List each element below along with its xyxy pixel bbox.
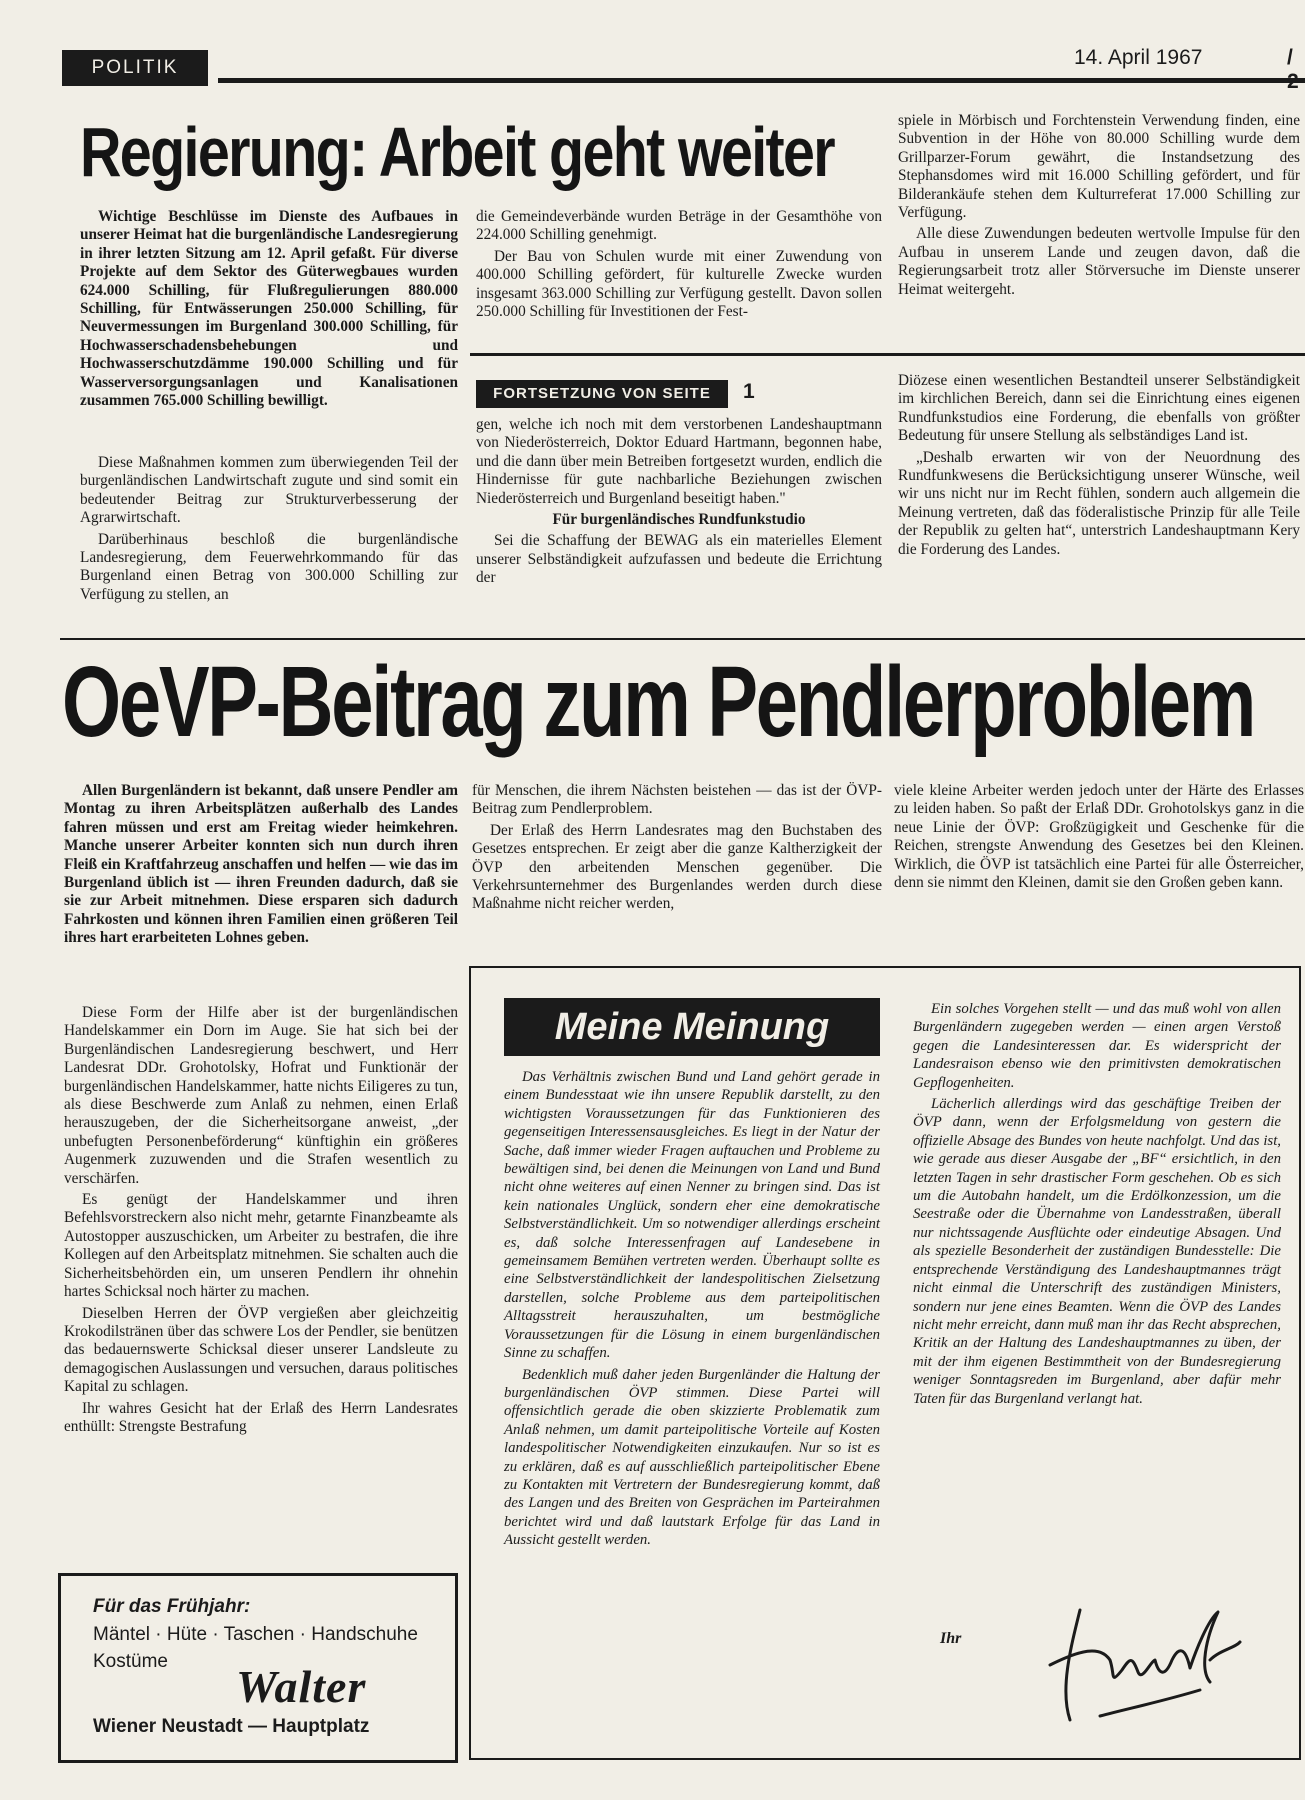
article2-col2 xyxy=(472,782,882,917)
ad-line1: Für das Frühjahr: xyxy=(93,1596,251,1617)
paragraph: Diese Form der Hilfe aber ist der burgenländischen Handelskammer ein Dorn im Auge. Sie hat sich bei der Burgenländischen Landesregierung beschwert, und Herr Landesrat DDr. Grohotolsky, Hofrat und Funktionär der burgenländischen Handelskammer, hatte nichts Eiligeres zu tun, als diese Beschwerde zum Anlaß zu nehmen, einen Erlaß herauszugeben, der die Sicherheitsorgane anweist, „der unbefugten Personenbeförderung“ künftighin ein größeres Augenmerk zuzuwenden und die Strafen wesentlich zu verschärfen. xyxy=(64,1004,458,1187)
section-label: POLITIK xyxy=(62,50,208,86)
article1-headline: Regierung: Arbeit geht weiter xyxy=(80,113,835,191)
paragraph: gen, welche ich noch mit dem verstorbenen Landeshauptmann von Niederösterreich, Doktor Eduard Hartmann, begonnen habe, und die dann über mein Betreiben fortgesetzt wurden, endlich die Hindernisse für gute nachbarliche Beziehungen zwischen Niederösterreich und Burgenland beseitigt haben." xyxy=(476,416,882,507)
paragraph: Dieselben Herren der ÖVP vergießen aber gleichzeitig Krokodilstränen über das schwere Los der Pendler, sie benützen das bedauernswerte Schicksal dieser unserer Landsleute zu demagogischen Auslassungen und versuchen, daraus politisches Kapital zu schlagen. xyxy=(64,1304,458,1396)
article2-col3 xyxy=(894,782,1304,895)
header-rule xyxy=(218,78,1305,83)
paragraph: Der Erlaß des Herrn Landesrates mag den Buchstaben des Gesetzes entsprechen. Er zeigt aber die ganze Kaltherzigkeit der ÖVP den arbeitenden Menschen gegenüber. Die Verkehrsunternehmer des Burgenlandes werden durch diese Maßnahme nicht reicher werden, xyxy=(472,821,882,913)
paragraph: spiele in Mörbisch und Forchtenstein Verwendung finden, eine Subvention in der Höhe von 80.000 Schilling wurde dem Grillparzer-Forum gewährt, die Instandsetzung des Stephansdomes wird mit 16.000 Schilling gefördert, und für Bilderankäufe stehen dem Kulturreferat 17.000 Schilling zur Verfügung. xyxy=(898,112,1300,222)
continuation-col-right xyxy=(898,372,1300,562)
paragraph: für Menschen, die ihrem Nächsten beistehen — das ist der ÖVP-Beitrag zum Pendlerproblem. xyxy=(472,782,882,818)
article2-rule xyxy=(60,638,1305,640)
ad-line4: Wiener Neustadt — Hauptplatz xyxy=(93,1716,370,1737)
continuation-col-mid xyxy=(476,416,882,591)
page-number: / 2 xyxy=(1287,46,1299,93)
article2-lead xyxy=(64,782,458,951)
paragraph: „Deshalb erwarten wir von der Neuordnung des Rundfunkwesens die Berücksichtigung unserer Wünsche, weil wir uns nicht nur im Recht fühlen, sondern auch allgemein die Meinung vertreten, daß das föderalistische Prinzip für alle Teile der Republik zu gelten hat“, unterstrich Landeshauptmann Kery die Forderung des Landes. xyxy=(898,448,1300,558)
ad-brand: Walter xyxy=(236,1661,367,1712)
article1-col2 xyxy=(476,208,882,324)
continuation-subhead: Für burgenländisches Rundfunkstudio xyxy=(552,511,806,529)
continuation-page: 1 xyxy=(743,380,755,403)
opinion-col-left xyxy=(504,1068,880,1553)
ad-line2: Mäntel · Hüte · Taschen · Handschuhe xyxy=(93,1624,418,1645)
article2-col1 xyxy=(64,1004,458,1439)
opinion-sign-off: Ihr xyxy=(940,1630,962,1647)
opinion-title: Meine Meinung xyxy=(504,998,880,1056)
continuation-rule xyxy=(470,353,1305,356)
paragraph: Ihr wahres Gesicht hat der Erlaß des Herrn Landesrates enthüllt: Strengste Bestrafung xyxy=(64,1399,458,1435)
dateline: 14. April 1967 xyxy=(1074,46,1203,69)
paragraph: Lächerlich allerdings wird das geschäftige Treiben der ÖVP dann, wenn der Erfolgsmeldung von gestern die offizielle Absage des Bundes von heute nachfolgt. Und das ist, wie gerade aus dieser Ausgabe der „BF“ ersichtlich, in den letzten Tagen in sehr drastischer Form geschehen. Ob es sich um die Autobahn handelt, um die Erdölkonzession, um die Seestraße oder die Übernahme von Landesstraßen, überall nur nichtssagende Ausflüchte oder eindeutige Absagen. Und als spezielle Besonderheit der zuständigen Bundesstelle: Die entsprechende Verständigung des Landeshauptmannes trägt nicht einmal die Unterschrift des zuständigen Ministers, sondern nur jene eines Beamten. Wenn die ÖVP des Landes nicht mehr erreicht, dann muß man ihr das Recht absprechen, Kritik an der Haltung des Landeshauptmannes zu üben, der mit der ihm eigenen Bestimmtheit von der Bundesregierung weniger Sonntagsreden im Burgenland, aber dafür mehr Taten für das Burgenland verlangt hat. xyxy=(913,1096,1281,1407)
paragraph: Diözese einen wesentlichen Bestandteil unserer Selbständigkeit im kirchlichen Bereich, dann sei die Einrichtung eines eigenen Rundfunkstudios eine Forderung, die ebenfalls von größter Bedeutung für unsere Stellung als selbständiges Land ist. xyxy=(898,372,1300,445)
opinion-col-right xyxy=(913,1000,1281,1411)
paragraph: Darüberhinaus beschloß die burgenländische Landesregierung, dem Feuerwehrkommando für das Burgenland einen Betrag von 300.000 Schilling zur Verfügung zu stellen, an xyxy=(80,530,458,603)
paragraph: Ein solches Vorgehen stellt — und das muß wohl von allen Burgenländern zugegeben werden — einen argen Verstoß gegen die Landesinteressen dar. Es widerspricht der Landesraison ebenso wie den primitivsten demokratischen Gepflogenheiten. xyxy=(913,1001,1281,1091)
article2-lead-text: Allen Burgenländern ist bekannt, daß unsere Pendler am Montag zu ihren Arbeitsplätzen außerhalb des Landes fahren müssen und erst am Freitag wieder heimkehren. Manche unserer Arbeiter konnten sich nun durch ihren Fleiß ein Kraftfahrzeug anschaffen und helfen — wie das im Burgenland üblich ist — ihren Freunden dadurch, daß sie sie zur Arbeit mitnehmen. Diese ersparen sich dadurch Fahrkosten und können ihren Familien einen größeren Teil ihres hart erarbeiteten Lohnes geben. xyxy=(64,782,458,947)
paragraph: die Gemeindeverbände wurden Beträge in der Gesamthöhe von 224.000 Schilling genehmigt. xyxy=(476,208,882,244)
paragraph: Das Verhältnis zwischen Bund und Land gehört gerade in einem Bundesstaat wie ihn unsere Republik darstellt, zu den wichtigsten Voraussetzungen für das Funktionieren des gegenseitigen Interessensausgleiches. Es liegt in der Natur der Sache, daß immer wieder Fragen auftauchen und Probleme zu bewältigen sind, bei denen die Meinungen von Land und Bund nicht ohne weiteres auf einen Nenner zu bringen sind. Das ist kein nationales Unglück, sondern eher eine demokratische Selbstverständlichkeit. Um so notwendiger allerdings erscheint es, daß solche Interessenfragen auf Landesebene in gemeinsamem Bemühen vertreten werden. Überhaupt sollte es eine Selbstverständlichkeit der landespolitischen Zielsetzung darstellen, solche Probleme aus dem parteipolitischen Alltagsstreit herauszuhalten, um bestmögliche Voraussetzungen für die Lösung in einem burgenländischen Sinne zu schaffen. xyxy=(504,1069,880,1362)
paragraph: Diese Maßnahmen kommen zum überwiegenden Teil der burgenländischen Landwirtschaft zugute und sind somit ein bedeutender Beitrag zur Strukturverbesserung der Agrarwirtschaft. xyxy=(80,454,458,527)
paragraph: Es genügt der Handelskammer und ihren Befehlsvorstreckern also nicht mehr, getarnte Finanzbeamte als Autostopper auszuschicken, um Arbeiter zu bestrafen, die ihre Kollegen auf den Arbeitsplatz mitnehmen. Sie schalten auch die Sicherheitsbehörden ein, um unseren Pendlern ihr ohnehin hartes Schicksal noch härter zu machen. xyxy=(64,1191,458,1301)
paragraph: Sei die Schaffung der BEWAG als ein materielles Element unserer Selbständigkeit aufzufassen und bedeute die Errichtung der xyxy=(476,532,882,587)
paragraph: viele kleine Arbeiter werden jedoch unter der Härte des Erlasses zu leiden haben. So paßt der Erlaß DDr. Grohotolskys ganz in die neue Linie der ÖVP: Großzügigkeit und Geschenke für die Reichen, strengste Anwendung des Gesetzes bei den Kleinen. Wirklich, die ÖVP ist tatsächlich eine Partei für alle Österreicher, denn sie nimmt den Kleinen, damit sie den Großen geben kann. xyxy=(894,782,1304,892)
article1-col1 xyxy=(80,454,458,607)
paragraph: Der Bau von Schulen wurde mit einer Zuwendung von 400.000 Schilling gefördert, für kulturelle Zwecke wurden insgesamt 363.000 Schilling zur Verfügung gestellt. Davon sollen 250.000 Schilling für Investitionen der Fest- xyxy=(476,247,882,321)
article1-lead xyxy=(80,208,458,413)
ad-line3: Kostüme xyxy=(93,1651,168,1672)
continuation-label: FORTSETZUNG VON SEITE xyxy=(476,380,728,408)
walter-ad xyxy=(58,1573,458,1763)
article2-headline: OeVP-Beitrag zum Pendlerproblem xyxy=(62,646,1255,758)
paragraph: Bedenklich muß daher jeden Burgenländer die Haltung der burgenländischen ÖVP stimmen. Diese Partei will offensichtlich gerade die oben skizzierte Problematik zum Anlaß nehmen, um damit parteipolitische Vorteile auf Kosten landespolitischer Notwendigkeiten einzukaufen. Nur so ist es zu erklären, daß es auf ausschließlich parteipolitischer Ebene zu Kontakten mit Vertretern der Bundesregierung kommt, daß des Langen und des Breiten von Gesprächen im Parteirahmen berichtet wird und daß lautstark Erfolge für das Land in Aussicht gestellt werden. xyxy=(504,1366,880,1549)
paragraph: Alle diese Zuwendungen bedeuten wertvolle Impulse für den Aufbau in unserem Lande und zeugen davon, daß die Regierungsarbeit trotz aller Störversuche im Dienste unserer Heimat weitergeht. xyxy=(898,225,1300,298)
article1-col3 xyxy=(898,112,1300,302)
signature xyxy=(1040,1590,1260,1730)
article1-lead-text: Wichtige Beschlüsse im Dienste des Aufbaues in unserer Heimat hat die burgenländische Landesregierung in ihrer letzten Sitzung am 12. April gefaßt. Für diverse Projekte auf dem Sektor des Güterwegbaues wurden 624.000 Schilling, für Flußregulierungen 880.000 Schilling, für Entwässerungen 250.000 Schilling, für Neuvermessungen im Burgenland 300.000 Schilling, für Hochwasserschadensbehebungen und Hochwasserschutzdämme 190.000 Schilling und für Wasserversorgungsanlagen und Kanalisationen zusammen 765.000 Schilling bewilligt. xyxy=(80,208,458,410)
